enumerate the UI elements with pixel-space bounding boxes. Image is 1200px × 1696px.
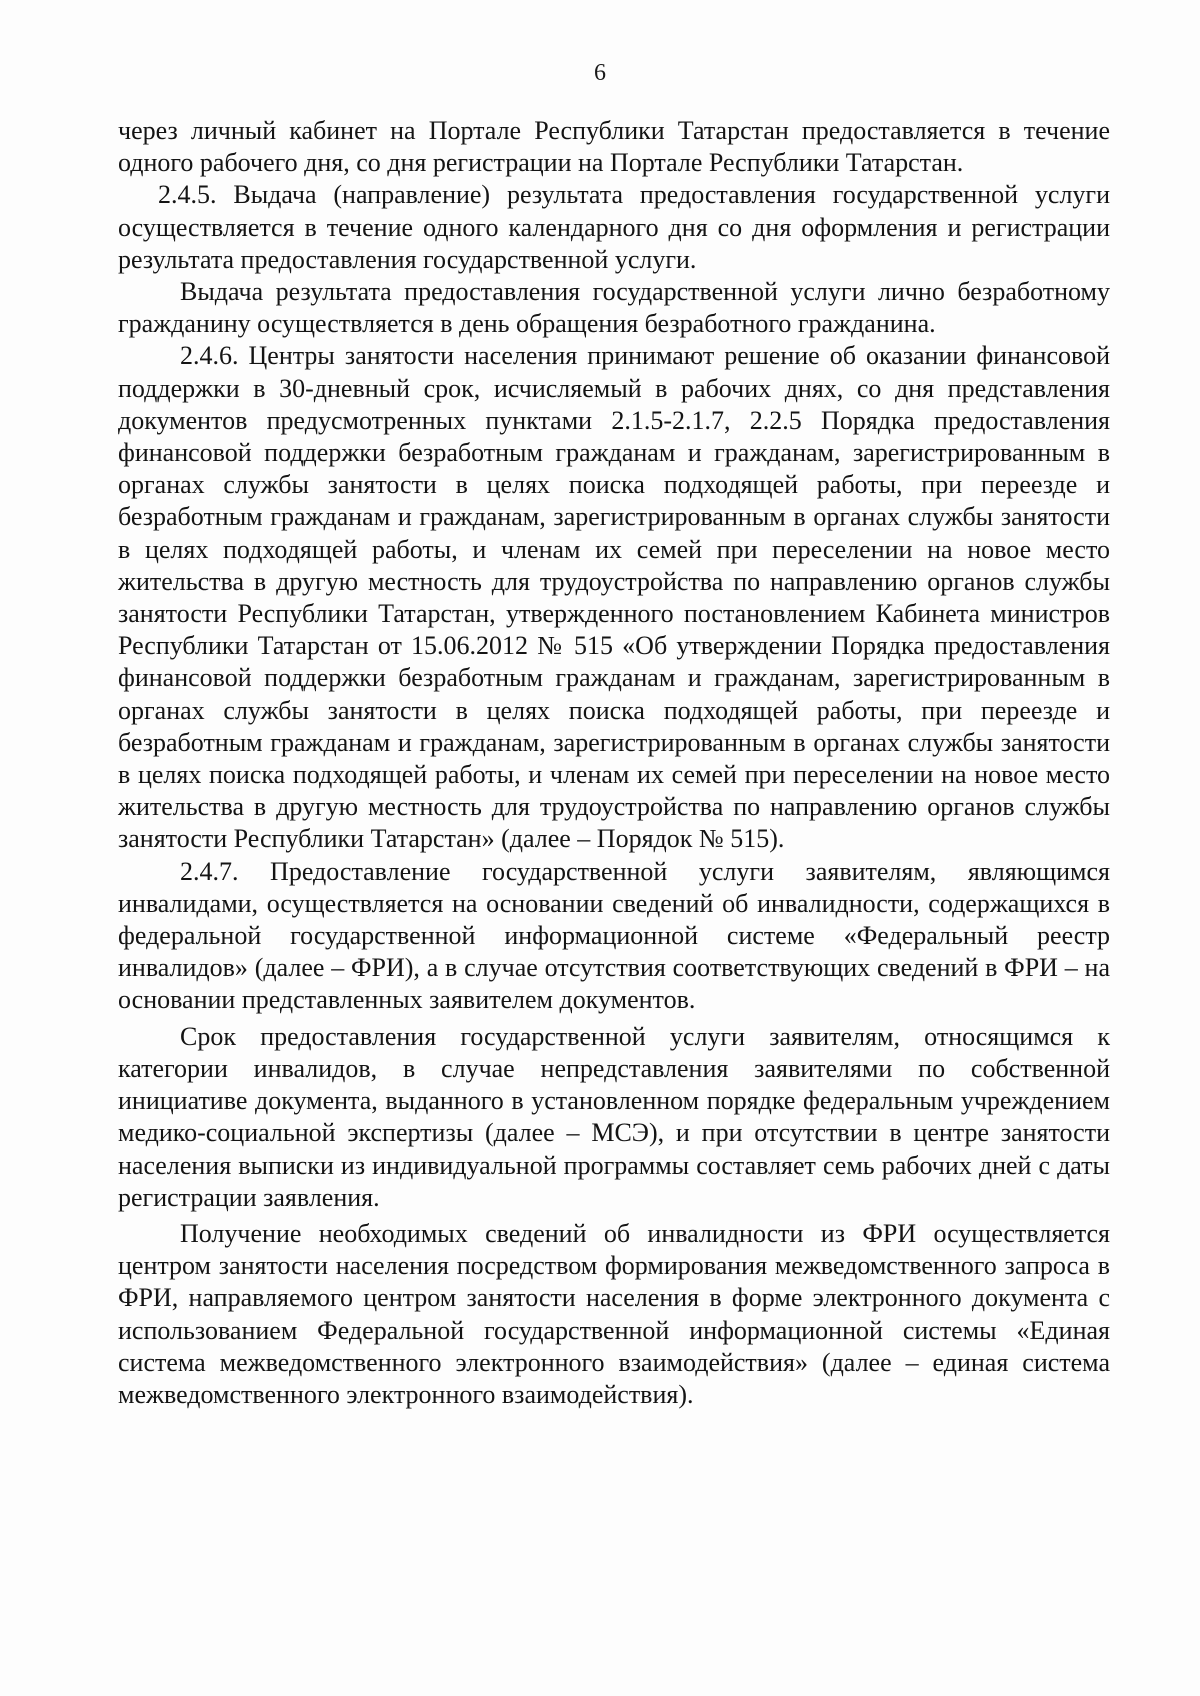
paragraph-2-4-7: 2.4.7. Предоставление государственной услуги заявителям, являющимся инвалидами, осуществляется на основании сведений об инвалидности, содержащихся в федеральной государственной информационной системе «Федеральный реестр инвалидов» (далее – ФРИ), а в случае отсутствия соответствующих сведений в ФРИ – на основании представленных заявителем документов. [118,856,1110,1015]
paragraph-fri-info: Получение необходимых сведений об инвалидности из ФРИ осуществляется центром занятости населения посредством формирования межведомственного запроса в ФРИ, направляемого центром занятости населения в форме электронного документа с использованием Федеральной государственной информационной системы «Единая система межведомственного электронного взаимодействия» (далее – единая система межведомственного электронного взаимодействия). [118,1218,1110,1409]
document-body [118,115,1110,1411]
paragraph-2-4-5: 2.4.5. Выдача (направление) результата предоставления государственной услуги осуществляется в течение одного календарного дня со дня оформления и регистрации результата предоставления государственной услуги. [118,180,1110,274]
paragraph-issuance: Выдача результата предоставления государственной услуги лично безработному гражданину осуществляется в день обращения безработного гражданина. [118,277,1110,339]
page-number: 6 [594,60,606,86]
paragraph-2-4-6: 2.4.6. Центры занятости населения принимают решение об оказании финансовой поддержки в 30-дневный срок, исчисляемый в рабочих днях, со дня представления документов предусмотренных пунктами 2.1.5-2.1.7, 2.2.5 Порядка предоставления финансовой поддержки безработным гражданам и гражданам, зарегистрированным в органах службы занятости в целях поиска подходящей работы, при переезде и безработным гражданам и гражданам, зарегистрированным в органах службы занятости в целях подходящей работы, и членам их семей при переселении на новое место жительства в другую местность для трудоустройства по направлению органов службы занятости Республики Татарстан, утвержденного постановлением Кабинета министров Республики Татарстан от 15.06.2012 № 515 «Об утверждении Порядка предоставления финансовой поддержки безработным гражданам и гражданам, зарегистрированным в органах службы занятости в целях поиска подходящей работы, при переезде и безработным гражданам и гражданам, зарегистрированным в органах службы занятости в целях поиска подходящей работы, и членам их семей при переселении на новое место жительства в другую местность для трудоустройства по направлению органов службы занятости Республики Татарстан» (далее – Порядок № 515). [118,341,1110,854]
paragraph-continuation: через личный кабинет на Портале Республики Татарстан предоставляется в течение одного рабочего дня, со дня регистрации на Портале Республики Татарстан. [118,116,1110,178]
paragraph-term-disabled: Срок предоставления государственной услуги заявителям, относящимся к категории инвалидов, в случае непредставления заявителями по собственной инициативе документа, выданного в установленном порядке федеральным учреждением медико-социальной экспертизы (далее – МСЭ), и при отсутствии в центре занятости населения выписки из индивидуальной программы составляет семь рабочих дней с даты регистрации заявления. [118,1021,1110,1212]
